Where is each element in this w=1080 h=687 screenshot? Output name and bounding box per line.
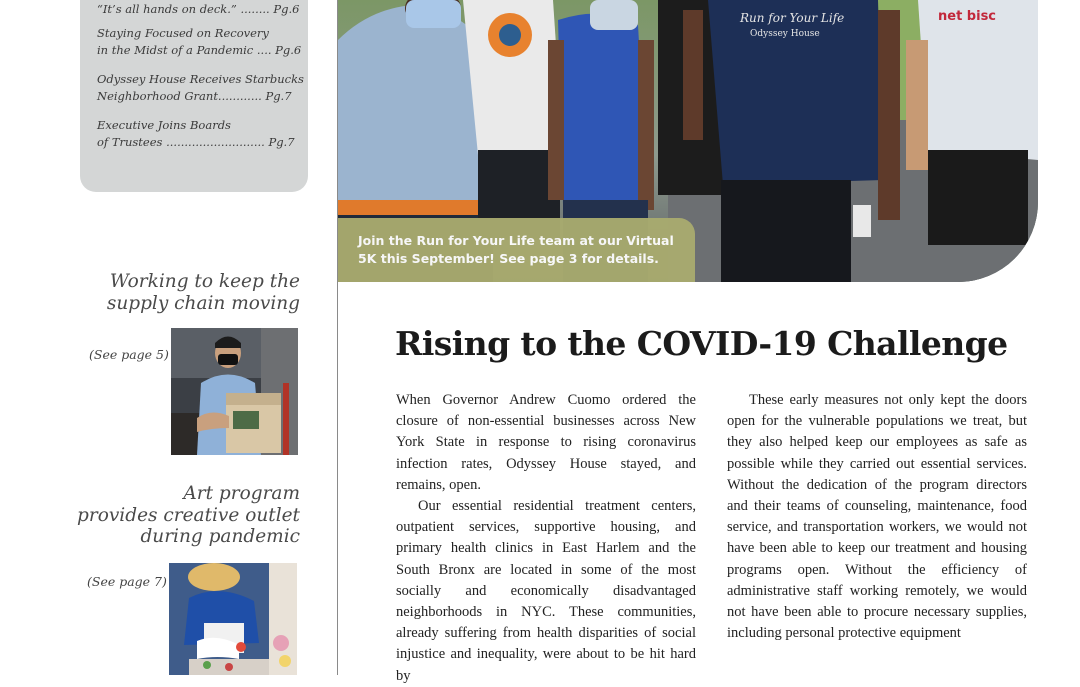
see-page-5: (See page 5) <box>89 347 169 362</box>
hero-caption[interactable] <box>338 218 695 282</box>
caption-line: 5K this September! See page 3 for details. <box>358 250 659 266</box>
supply-chain-photo <box>171 328 298 455</box>
toc-item-starbucks-grant[interactable] <box>97 71 304 105</box>
shirt-text-run: Run for Your Life <box>740 11 845 25</box>
caption-line: Join the Run for Your Life team at our Virtual <box>358 233 674 248</box>
toc-item-text: in the Midst of a Pandemic .... Pg.6 <box>97 43 302 57</box>
shirt-text-odyssey: Odyssey House <box>750 29 820 39</box>
artist-painting-illustration <box>169 563 297 675</box>
article-headline: Rising to the COVID-19 Challenge <box>395 324 1008 363</box>
table-of-contents <box>80 0 308 192</box>
worker-with-box-illustration <box>171 328 298 455</box>
sidebar-feature-supply-chain-headline[interactable] <box>107 271 300 314</box>
headline-line: Working to keep the <box>109 271 300 292</box>
headline-line: during pandemic <box>140 526 300 547</box>
article-paragraph: Our essential residential treatment centers, outpatient services, supportive housing, and primary health clinics in East Harlem and the South Bronx are located in some of the most socially and economically disadvantaged neighborhoods in NYC. These communities, already suffering from health disparities of social injustice and inequality, were about to be hit hard by <box>396 498 696 684</box>
sidebar-feature-art-program-headline[interactable] <box>77 483 300 548</box>
toc-item-executive-joins[interactable] <box>97 117 297 151</box>
toc-item-hands-on-deck[interactable] <box>97 1 300 18</box>
toc-item-text: “It’s all hands on deck.” ........ Pg.6 <box>97 2 300 16</box>
headline-line: Art program <box>183 483 300 504</box>
article-column-1 <box>396 390 696 687</box>
article-paragraph: These early measures not only kept the doors open for the vulnerable populations we treat, but they also helped keep our employees as safe as possible while they carried out essential services. Without the dedication of the program directors and their teams of counseling, maintenance, food service, and transportation workers, we would not have been able to keep our treatment and housing programs open. Without the efficiency of administrative staff working remotely, we would not have been able to procure necessary supplies, including personal protective equipment <box>727 392 1027 642</box>
toc-item-text: of Trustees ........................... Pg.7 <box>97 135 295 149</box>
article-paragraph: When Governor Andrew Cuomo ordered the closure of non-essential businesses across New York State in response to rising coronavirus infection rates, Odyssey House stayed, and remains, open. <box>396 392 696 493</box>
shirt-text-net: net bisc <box>938 9 997 24</box>
headline-line: supply chain moving <box>106 292 300 314</box>
toc-item-staying-focused[interactable] <box>97 25 302 59</box>
article-column-2 <box>727 390 1027 644</box>
toc-item-text: Neighborhood Grant............ Pg.7 <box>97 89 292 103</box>
toc-item-title: Odyssey House Receives Starbucks <box>97 72 304 86</box>
headline-line: provides creative outlet <box>77 504 300 526</box>
art-program-photo <box>169 563 297 675</box>
see-page-7: (See page 7) <box>87 574 167 589</box>
toc-item-title: Executive Joins Boards <box>97 118 231 132</box>
toc-item-title: Staying Focused on Recovery <box>97 26 269 40</box>
hero-caption-text <box>358 232 688 267</box>
